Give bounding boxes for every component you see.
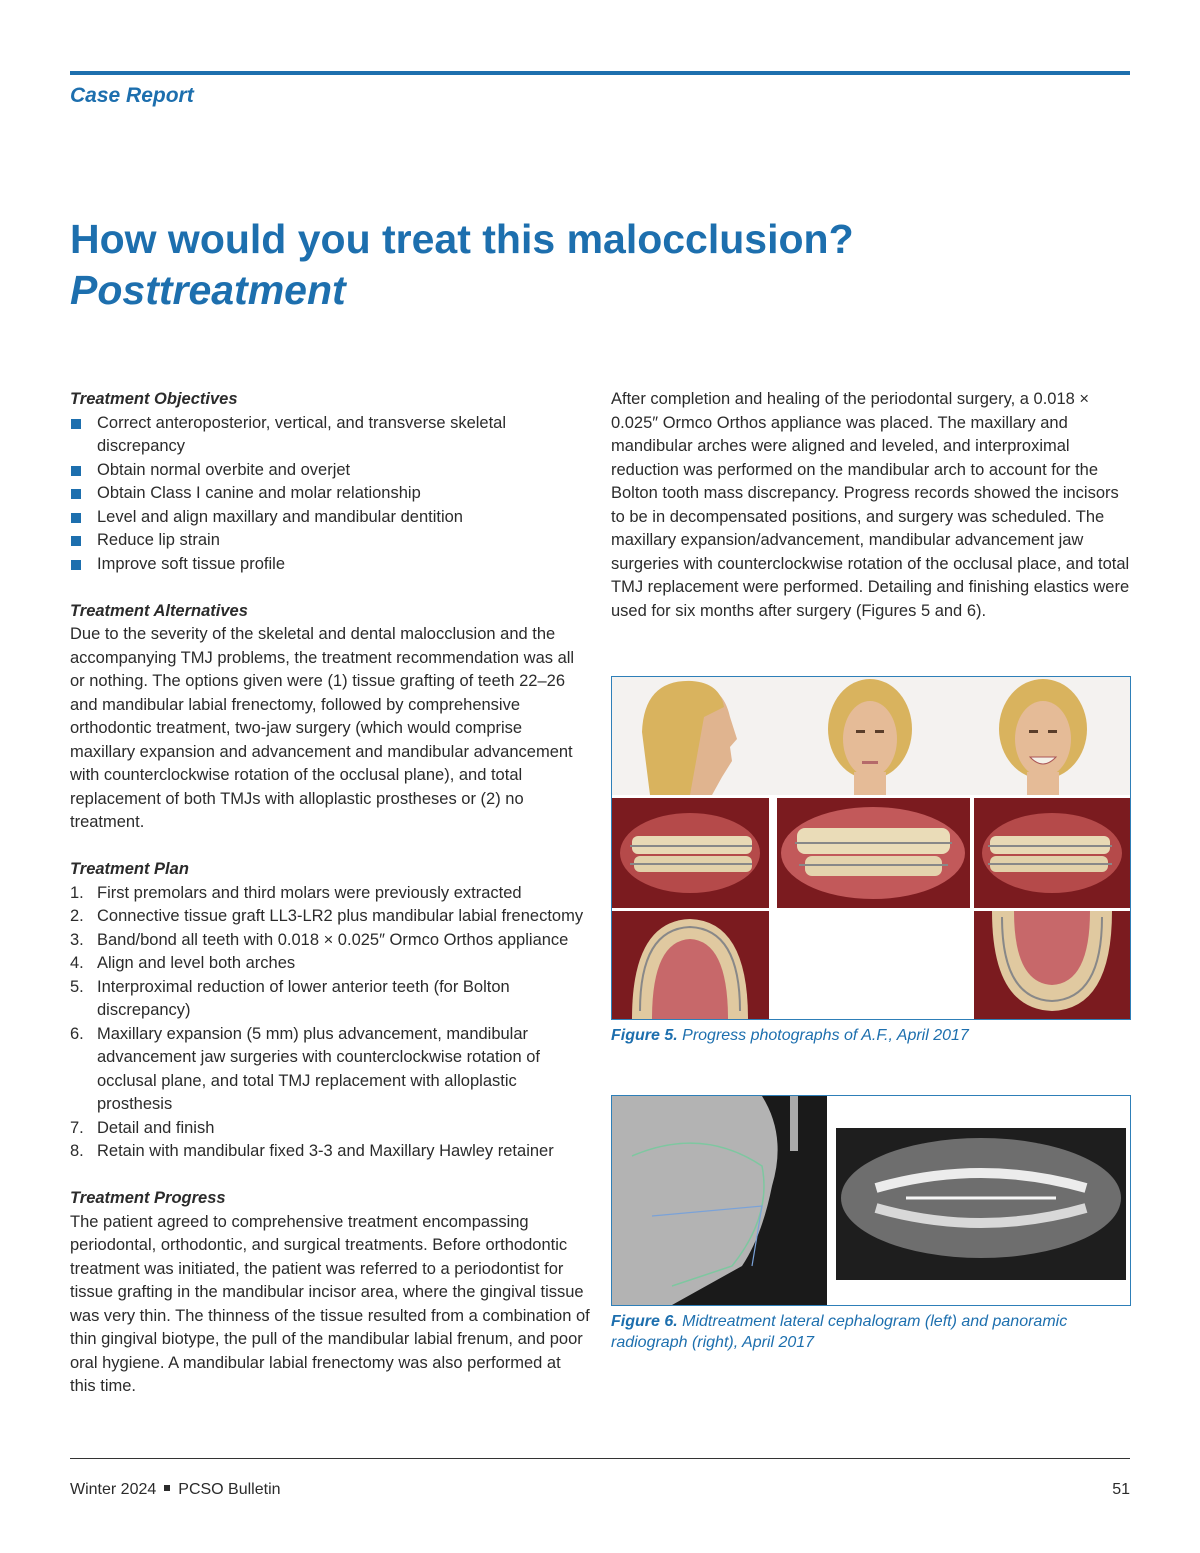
list-item: Reduce lip strain: [70, 529, 590, 553]
profile-photo: [612, 677, 784, 795]
alternatives-heading: Treatment Alternatives: [70, 601, 248, 620]
section-label: Case Report: [70, 84, 194, 107]
figure-6-caption: Figure 6. Midtreatment lateral cephalogram (left) and panoramic radiograph (right), April 2017: [611, 1313, 1068, 1351]
title-line-2: Posttreatment: [70, 267, 346, 314]
frontal-photo: [784, 677, 956, 795]
progress-heading: Treatment Progress: [70, 1189, 226, 1207]
list-item: 5. Interproximal reduction of lower anterior teeth (for Bolton discrepancy): [70, 977, 510, 1019]
list-item: Improve soft tissue profile: [70, 553, 590, 577]
footer-publication: Winter 2024 PCSO Bulletin: [70, 1481, 281, 1498]
list-item: 7. Detail and finish: [70, 1118, 215, 1137]
list-item: Obtain Class I canine and molar relationship: [70, 482, 590, 506]
list-item: 3. Band/bond all teeth with 0.018 × 0.025″ Ormco Orthos appliance: [70, 930, 569, 949]
figure-5-panel: [611, 676, 1131, 1020]
list-item: 6. Maxillary expansion (5 mm) plus advancement, mandibular advancement jaw surgeries with counterclockwise rotation of occlusal plane, and total TMJ replacement with alloplastic prosthesis: [70, 1024, 540, 1113]
right-column: [611, 388, 1131, 623]
list-item: 2. Connective tissue graft LL3-LR2 plus mandibular labial frenectomy: [70, 907, 584, 925]
intraoral-right-photo: [612, 798, 769, 908]
progress-text: The patient agreed to comprehensive treatment encompassing periodontal, orthodontic, and surgical treatments. Before orthodontic treatment was initiated, the patient was referred to a periodontist for tissue grafting in the mandibular incisor area, where the gingival tissue was very thin. The thinness of the tissue resulted from a combination of thin gingival biotype, the pull of the mandibular labial frenum, and poor oral hygiene. A mandibular labial frenectomy was also performed at this time.: [70, 1212, 590, 1395]
list-item: Correct anteroposterior, vertical, and transverse skeletal discrepancy: [70, 412, 590, 459]
footer-rule: [70, 1458, 1130, 1459]
page-title: [70, 214, 854, 317]
intraoral-left-photo: [974, 798, 1130, 908]
alternatives-text: Due to the severity of the skeletal and dental malocclusion and the accompanying TMJ problems, the treatment recommendation was all or nothing. The options given were (1) tissue grafting of teeth 22–26 and mandibular labial frenectomy, followed by comprehensive orthodontic treatment, two-jaw surgery (which would comprise maxillary expansion and advancement and mandibular advancement with counterclockwise rotation of the occlusal plane), and total replacement of both TMJs with alloplastic prostheses or (2) no treatment.: [70, 625, 575, 831]
list-item: 4. Align and level both arches: [70, 954, 296, 972]
plan-heading: Treatment Plan: [70, 860, 189, 878]
smile-photo: [956, 677, 1130, 795]
intraoral-front-photo: [777, 798, 970, 908]
cephalogram-image: [612, 1096, 827, 1305]
list-item: 8. Retain with mandibular fixed 3-3 and Maxillary Hawley retainer: [70, 1142, 554, 1160]
panoramic-image: [836, 1128, 1126, 1280]
list-item: Level and align maxillary and mandibular dentition: [70, 506, 590, 530]
list-item: 1. First premolars and third molars were previously extracted: [70, 883, 522, 902]
figure-5-caption: Figure 5. Progress photographs of A.F., April 2017: [611, 1027, 969, 1044]
left-column: [70, 388, 590, 1399]
lower-occlusal-photo: [974, 911, 1130, 1019]
objectives-list: [70, 412, 590, 577]
title-line-1: How would you treat this malocclusion?: [70, 216, 854, 262]
plan-list: [70, 882, 590, 1164]
upper-occlusal-photo: [612, 911, 769, 1019]
header-rule: [70, 71, 1130, 75]
page-number: 51: [1112, 1481, 1130, 1498]
list-item: Obtain normal overbite and overjet: [70, 459, 590, 483]
progress-text-continued: After completion and healing of the periodontal surgery, a 0.018 × 0.025″ Ormco Orthos appliance was placed. The maxillary and mandibular arches were aligned and leveled, and interproximal reduction was performed on the mandibular arch to account for the Bolton tooth mass discrepancy. Progress records showed the incisors to be in decompensated positions, and surgery was scheduled. The maxillary expansion/advancement, mandibular advancement jaw surgeries with counterclockwise rotation of the occlusal place, and total TMJ replacement were performed. Detailing and finishing elastics were used for six months after surgery (Figures 5 and 6).: [611, 390, 1130, 620]
figure-6-panel: [611, 1095, 1131, 1306]
objectives-heading: Treatment Objectives: [70, 390, 238, 408]
